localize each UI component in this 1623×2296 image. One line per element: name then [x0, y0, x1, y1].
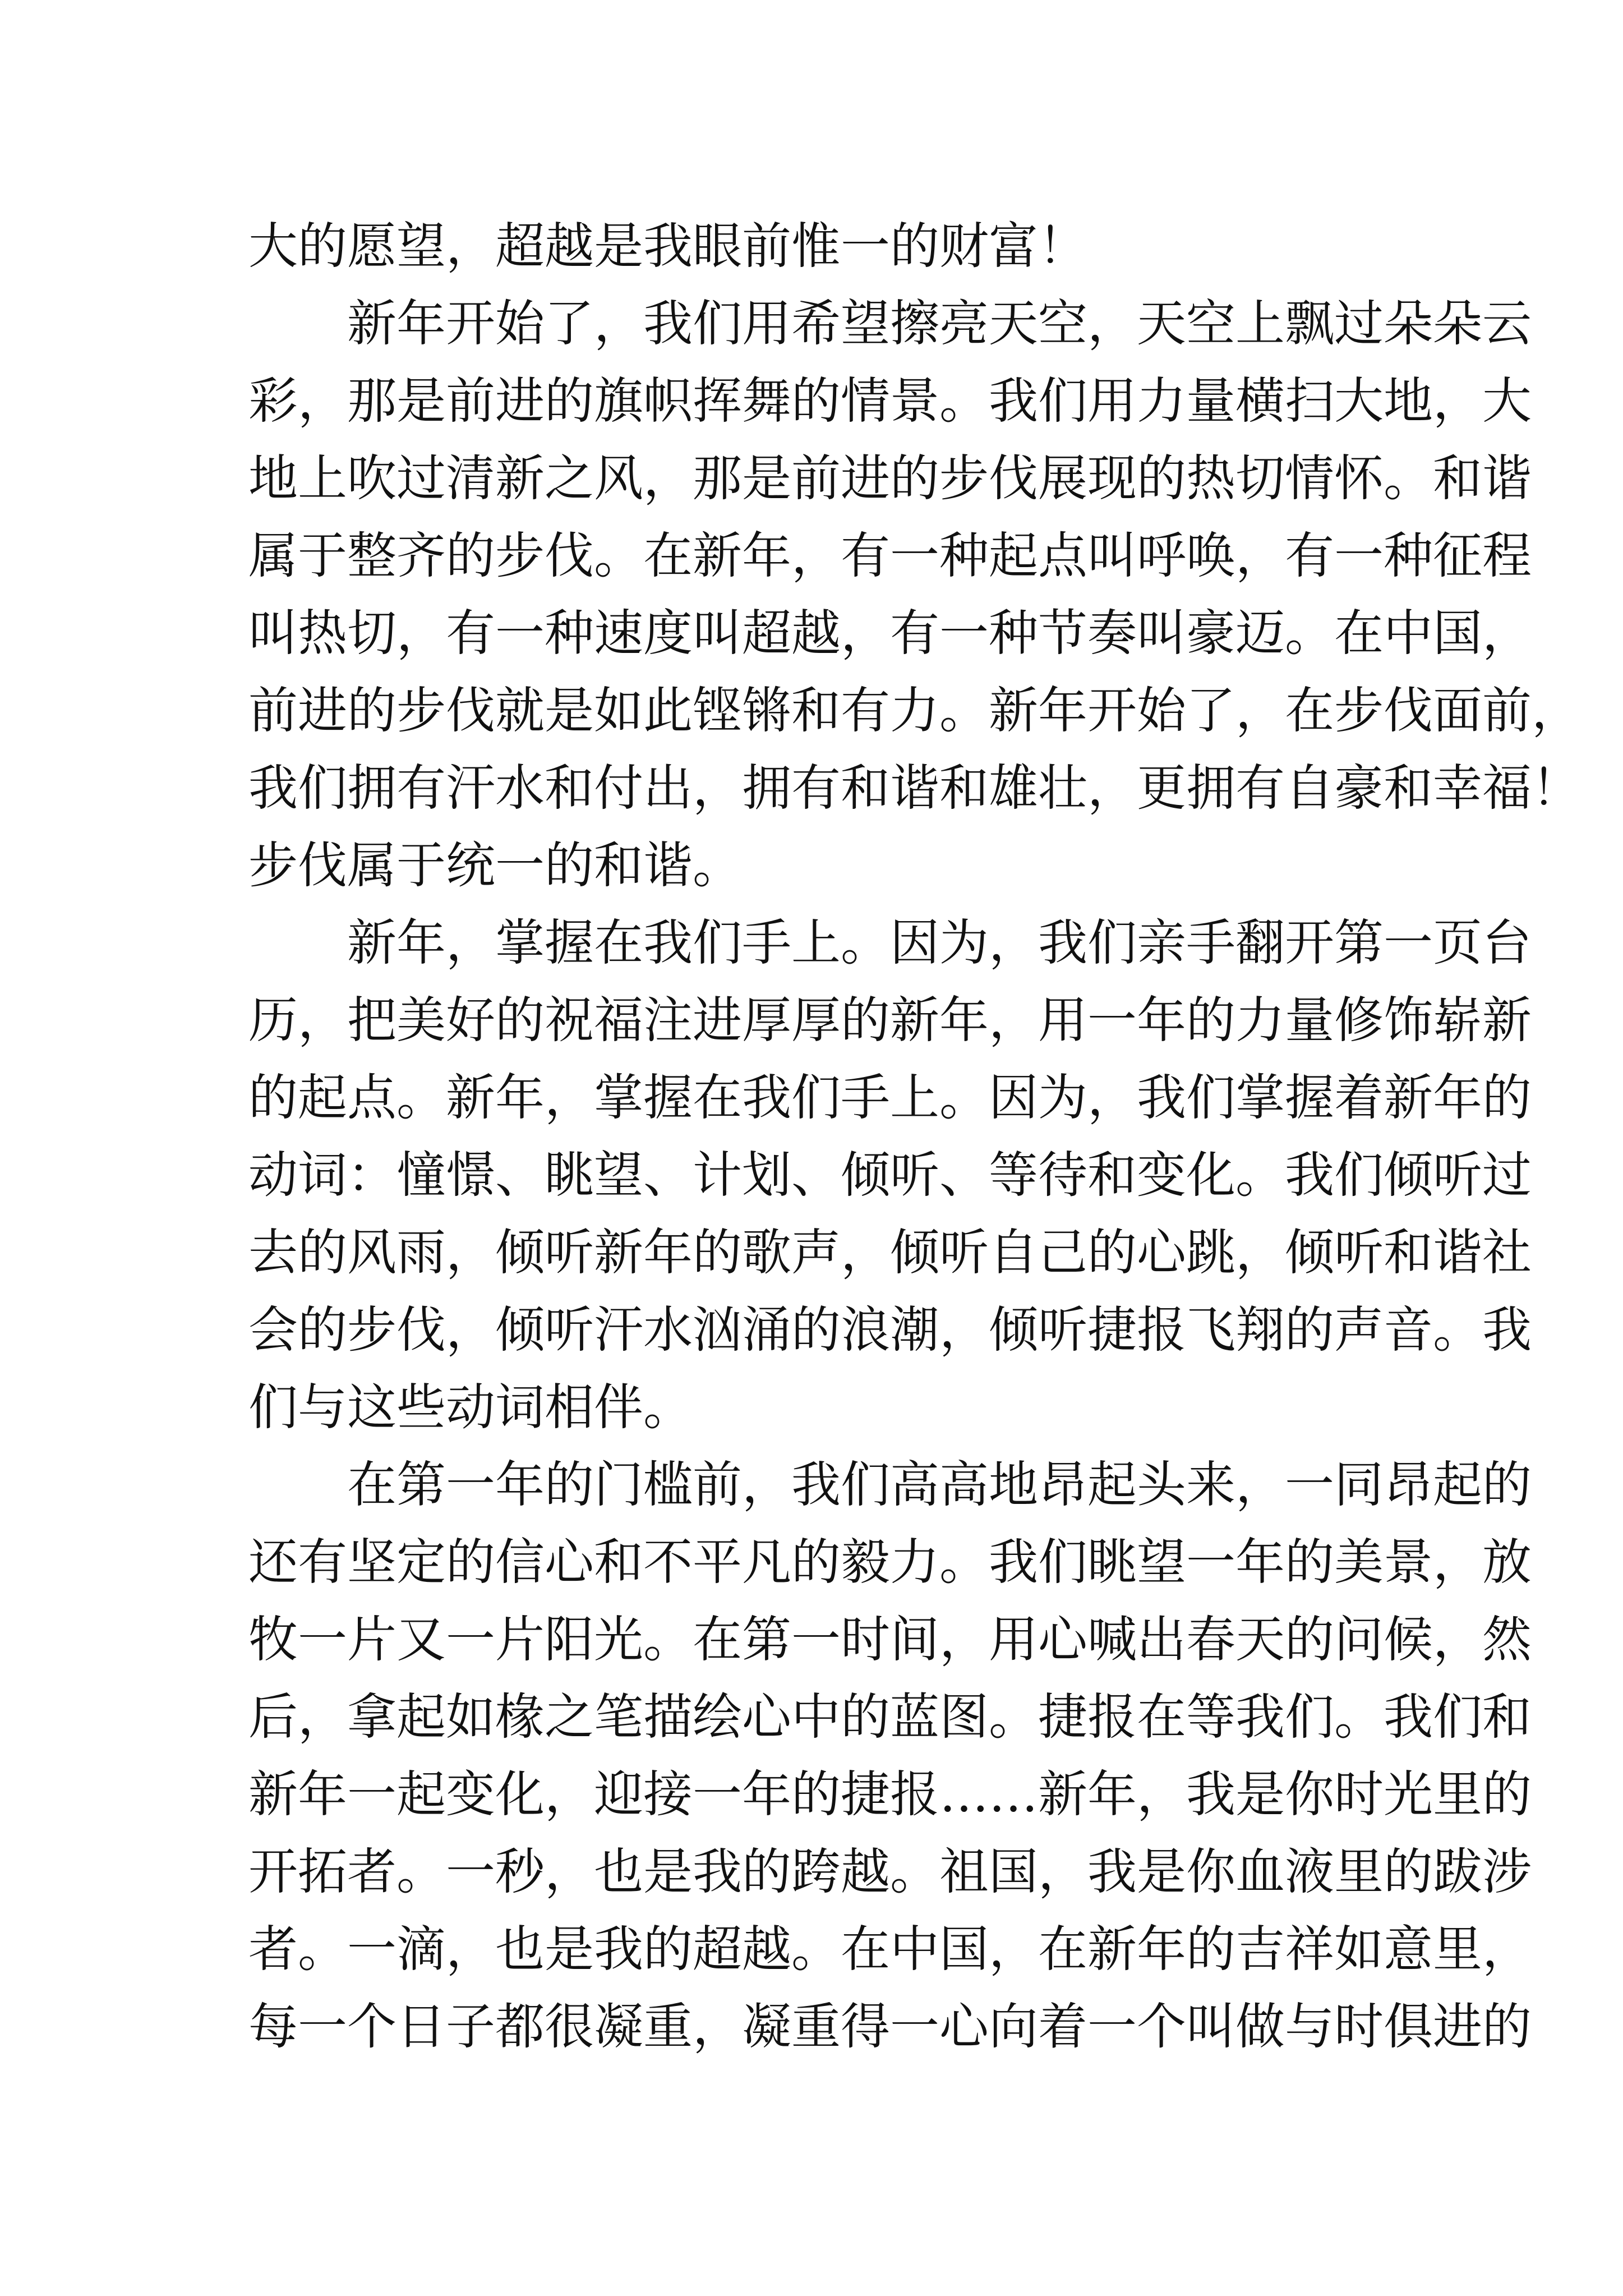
- text-line: 彩，那是前进的旗帜挥舞的情景。我们用力量横扫大地，大: [248, 372, 1532, 430]
- text-line: 会的步伐，倾听汗水汹涌的浪潮，倾听捷报飞翔的声音。我: [248, 1301, 1532, 1359]
- text-line: 新年，掌握在我们手上。因为，我们亲手翻开第一页台: [248, 914, 1532, 972]
- text-line: 动词：憧憬、眺望、计划、倾听、等待和变化。我们倾听过: [248, 1146, 1532, 1204]
- text-line: 每一个日子都很凝重，凝重得一心向着一个叫做与时俱进的: [248, 1998, 1532, 2055]
- text-line: 步伐属于统一的和谐。: [248, 836, 743, 894]
- body-text: [248, 208, 1581, 2065]
- text-line: 者。一滴，也是我的超越。在中国，在新年的吉祥如意里，: [248, 1920, 1532, 1978]
- text-line: 叫热切，有一种速度叫超越，有一种节奏叫豪迈。在中国，: [248, 604, 1532, 662]
- text-line: 的起点。新年，掌握在我们手上。因为，我们掌握着新年的: [248, 1069, 1532, 1126]
- text-line: 在第一年的门槛前，我们高高地昂起头来，一同昂起的: [248, 1456, 1532, 1513]
- text-line: 前进的步伐就是如此铿锵和有力。新年开始了，在步伐面前，: [248, 682, 1581, 739]
- text-line: 还有坚定的信心和不平凡的毅力。我们眺望一年的美景，放: [248, 1533, 1532, 1591]
- text-line: 新年一起变化，迎接一年的捷报……新年，我是你时光里的: [248, 1765, 1532, 1823]
- text-line: 新年开始了，我们用希望擦亮天空，天空上飘过朵朵云: [248, 295, 1532, 352]
- text-line: 去的风雨，倾听新年的歌声，倾听自己的心跳，倾听和谐社: [248, 1223, 1532, 1281]
- text-line: 属于整齐的步伐。在新年，有一种起点叫呼唤，有一种征程: [248, 527, 1532, 585]
- text-line: 们与这些动词相伴。: [248, 1378, 693, 1436]
- text-line: 我们拥有汗水和付出，拥有和谐和雄壮，更拥有自豪和幸福！: [248, 759, 1581, 817]
- text-line: 后，拿起如椽之笔描绘心中的蓝图。捷报在等我们。我们和: [248, 1688, 1532, 1746]
- text-line: 开拓者。一秒，也是我的跨越。祖国，我是你血液里的跋涉: [248, 1843, 1532, 1901]
- text-line: 大的愿望，超越是我眼前惟一的财富！: [248, 217, 1088, 275]
- text-line: 地上吹过清新之风，那是前进的步伐展现的热切情怀。和谐: [248, 449, 1532, 507]
- text-line: 牧一片又一片阳光。在第一时间，用心喊出春天的问候，然: [248, 1611, 1532, 1668]
- text-line: 历，把美好的祝福注进厚厚的新年，用一年的力量修饰崭新: [248, 991, 1532, 1049]
